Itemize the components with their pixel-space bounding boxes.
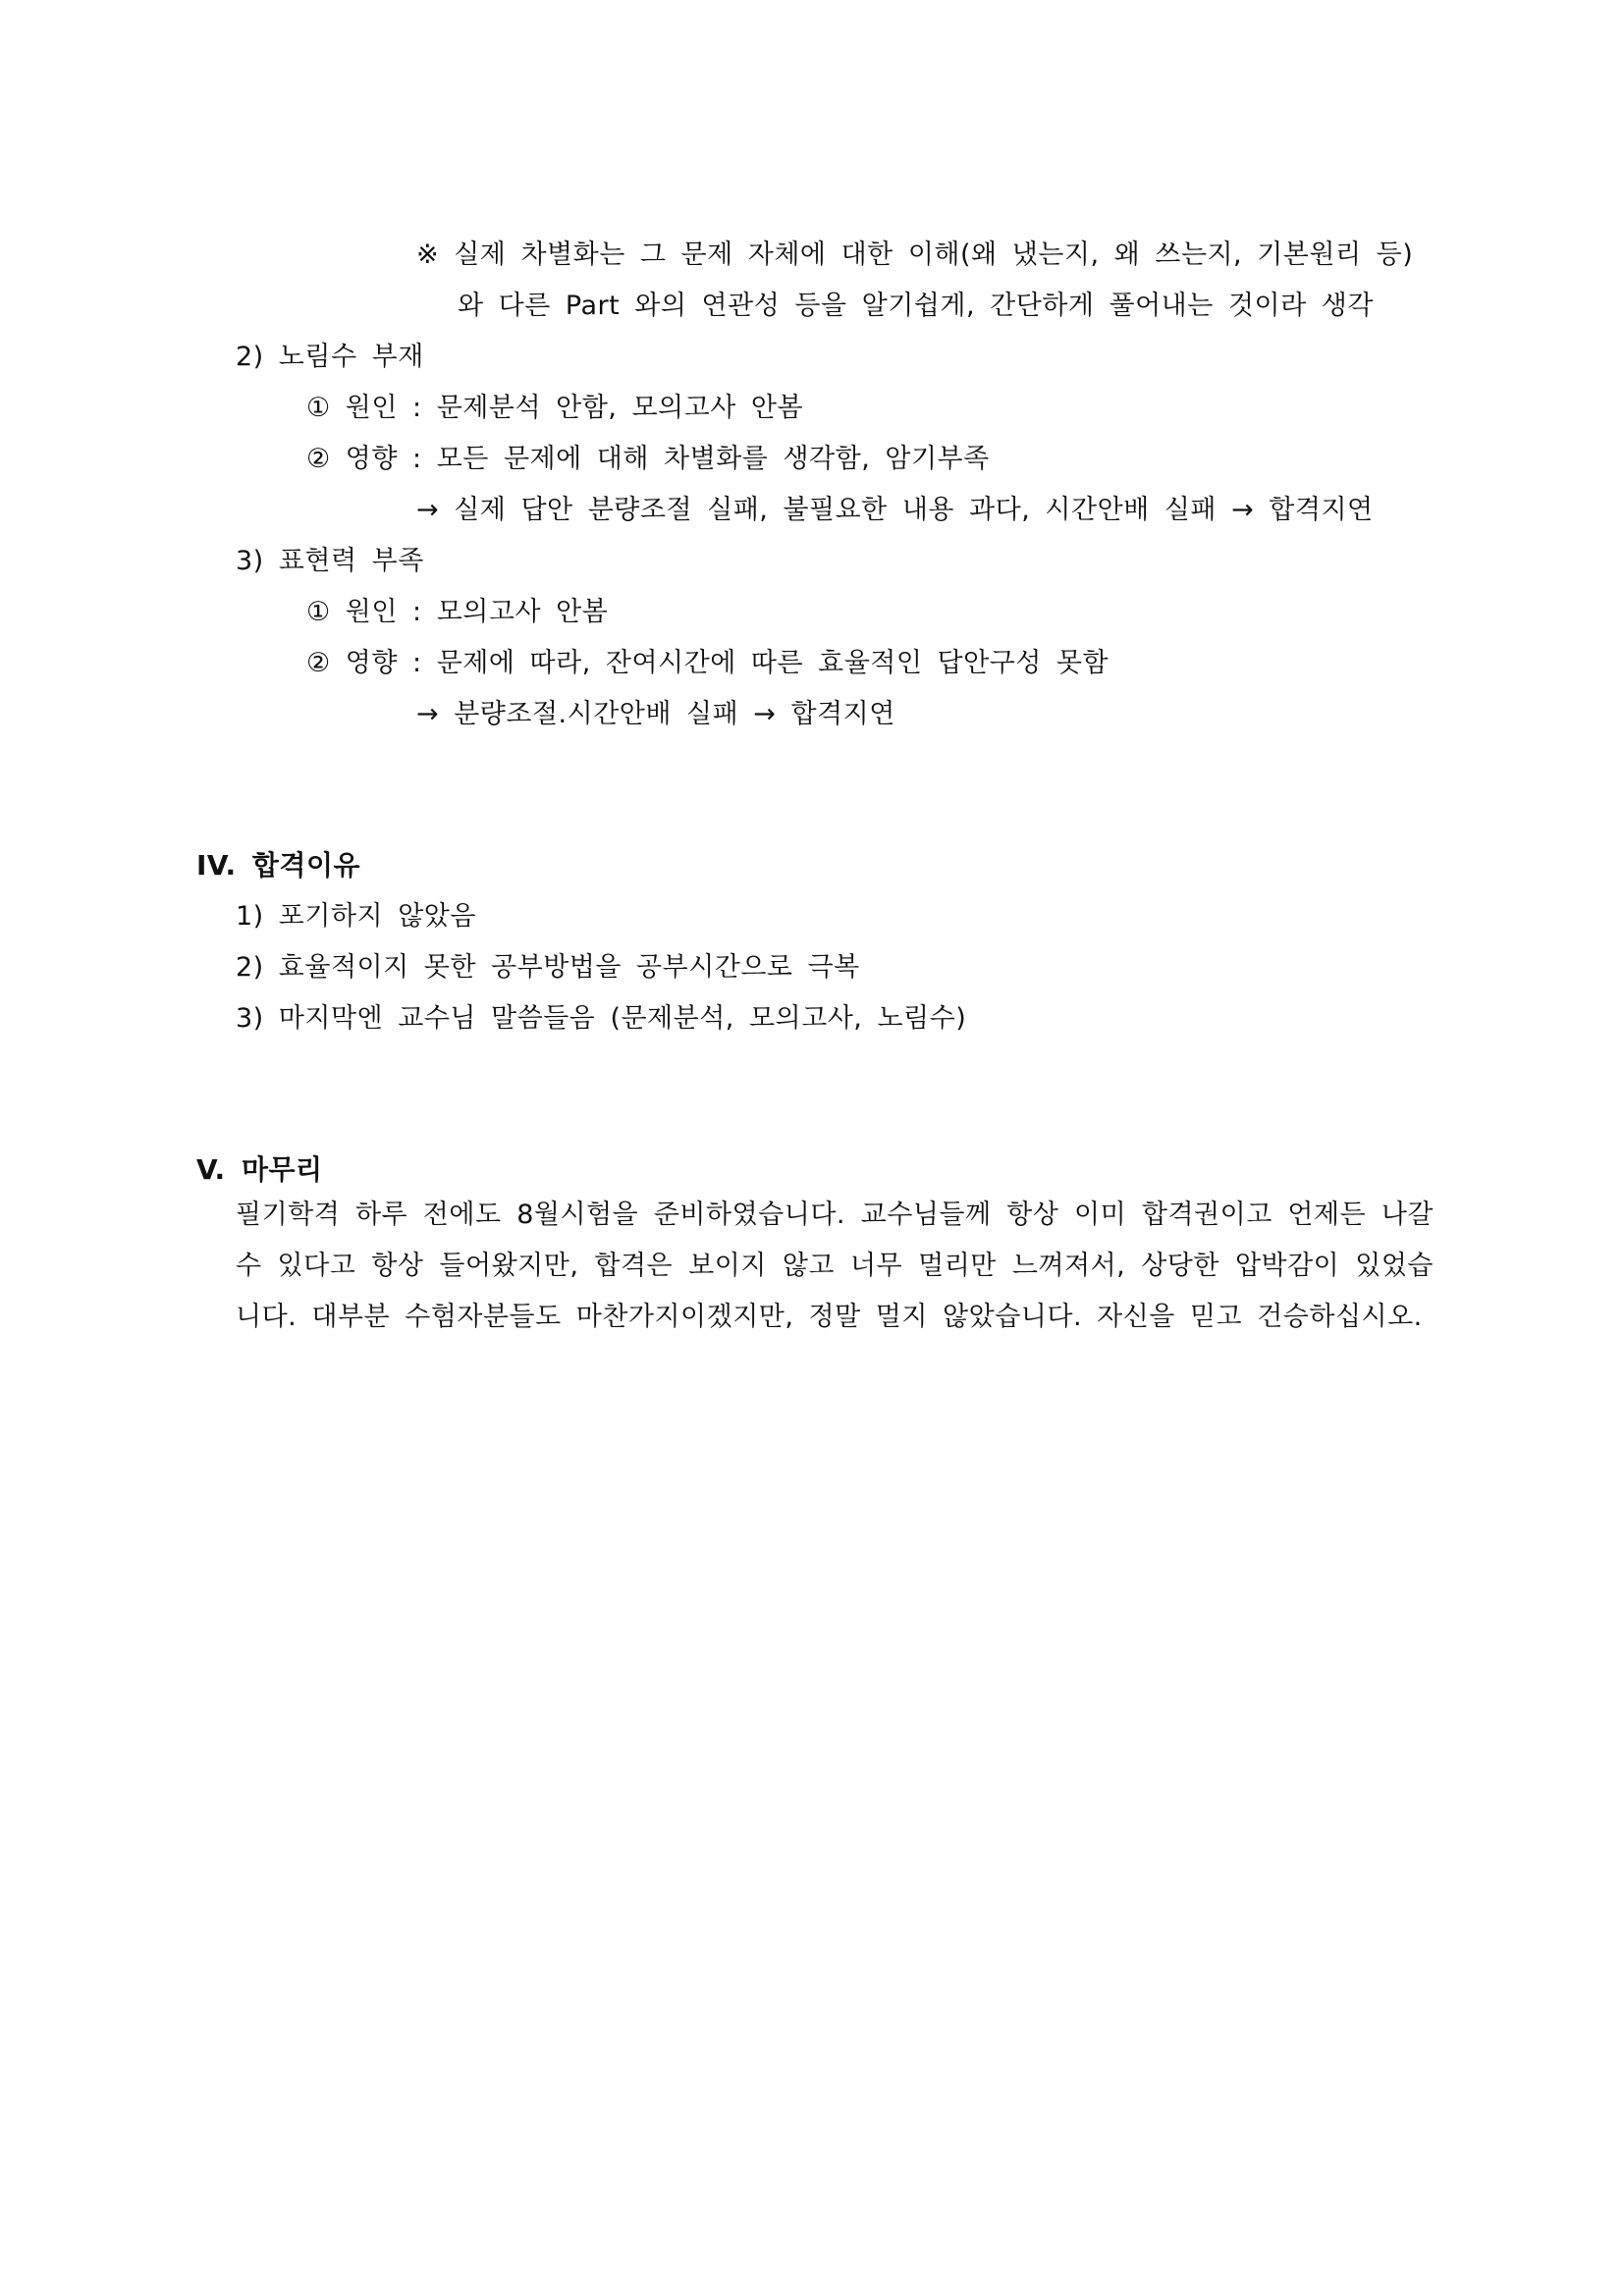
section-4-item: 1) 포기하지 않았음	[236, 901, 476, 932]
item3-result: → 분량조절.시간안배 실패 → 합격지연	[416, 699, 895, 729]
section-4-item: 2) 효율적이지 못한 공부방법을 공부시간으로 극복	[236, 952, 860, 983]
note-line-2: 와 다른 Part 와의 연관성 등을 알기쉽게, 간단하게 풀어내는 것이라 생각	[458, 291, 1374, 321]
item2-result: → 실제 답안 분량조절 실패, 불필요한 내용 과다, 시간안배 실패 → 합격지연	[416, 495, 1374, 525]
note-line-1: ※ 실제 차별화는 그 문제 자체에 대한 이해(왜 냈는지, 왜 쓰는지, 기본원리 등)	[416, 240, 1414, 270]
item2-title: 2) 노림수 부재	[236, 342, 424, 372]
item2-cause: ① 원인 : 문제분석 안함, 모의고사 안봄	[306, 393, 804, 423]
item3-cause: ① 원인 : 모의고사 안봄	[306, 597, 609, 627]
item2-effect: ② 영향 : 모든 문제에 대해 차별화를 생각함, 암기부족	[306, 444, 990, 474]
closing-paragraph: 필기학격 하루 전에도 8월시험을 준비하였습니다. 교수님들께 항상 이미 합격권이고 언제든 나갈 수 있다고 항상 들어왔지만, 합격은 보이지 않고 너무 멀리만 느껴져서, 상당한 압박감이 있었습니다. 대부분 수험자분들도 마찬가지이겠지만, 정말 멀지 않았습니다. 자신을 믿고 건승하십시오.	[236, 1200, 1434, 1332]
section-4-item: 3) 마지막엔 교수님 말씀들음 (문제분석, 모의고사, 노림수)	[236, 1003, 967, 1034]
section-5-heading: V. 마무리	[196, 1153, 323, 1186]
section-4-heading: IV. 합격이유	[196, 849, 361, 881]
item3-effect: ② 영향 : 문제에 따라, 잔여시간에 따른 효율적인 답안구성 못함	[306, 648, 1110, 678]
item3-title: 3) 표현력 부족	[236, 546, 424, 576]
